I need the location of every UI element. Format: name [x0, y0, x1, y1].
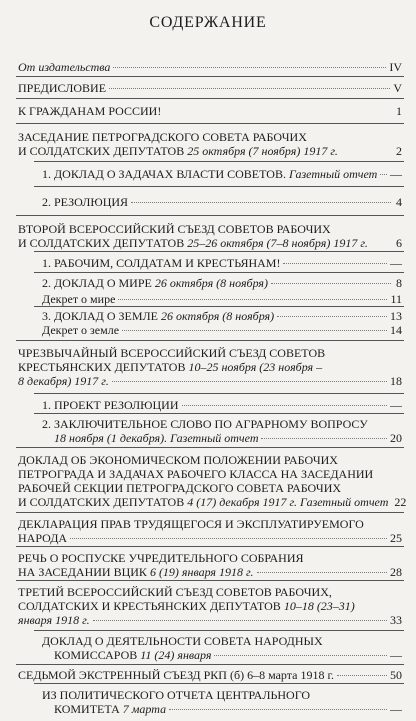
toc-entry-from-publisher[interactable]	[18, 60, 402, 74]
toc-entry-land-decree[interactable]	[42, 323, 402, 337]
page-number: 14	[390, 323, 402, 337]
entry-label: И СОЛДАТСКИХ ДЕПУТАТОВ	[18, 144, 185, 158]
divider	[34, 413, 404, 414]
entry-label: СЕДЬМОЙ ЭКСТРЕННЫЙ СЪЕЗД РКП (б)	[18, 668, 245, 682]
toc-entry-sovnarkom-report[interactable]	[42, 634, 402, 662]
toc-entry-economic-report[interactable]	[18, 453, 407, 509]
toc-entry-dissolution-speech[interactable]	[18, 551, 402, 579]
page-number: 22	[394, 495, 407, 509]
divider	[16, 664, 404, 665]
page-number: —	[390, 167, 402, 181]
page-number: 2	[396, 144, 402, 158]
entry-label: И СОЛДАТСКИХ ДЕПУТАТОВ	[18, 495, 185, 509]
toc-entry-second-congress[interactable]	[18, 222, 402, 250]
divider	[34, 306, 404, 307]
toc-entry-peace-report[interactable]	[42, 276, 402, 290]
page-number: V	[393, 81, 402, 95]
toc-entry-extraordinary-congress[interactable]	[18, 346, 402, 388]
page-number: 8	[396, 276, 402, 290]
page-number: 4	[396, 195, 402, 209]
entry-label: ТРЕТИЙ ВСЕРОССИЙСКИЙ СЪЕЗД СОВЕТОВ РАБОЧИХ,	[18, 585, 332, 599]
page-number: 11	[390, 292, 402, 306]
entry-label: ДОКЛАД ОБ ЭКОНОМИЧЕСКОМ ПОЛОЖЕНИИ РАБОЧИХ	[18, 453, 338, 467]
entry-label: К ГРАЖДАНАМ РОССИИ!	[18, 104, 162, 118]
page-number: 20	[390, 431, 402, 445]
entry-label: И СОЛДАТСКИХ ДЕПУТАТОВ	[18, 236, 185, 250]
entry-label: ИЗ ПОЛИТИЧЕСКОГО ОТЧЕТА ЦЕНТРАЛЬНОГО	[42, 688, 311, 702]
divider	[34, 161, 404, 162]
divider	[16, 123, 404, 124]
toc-entry-closing-speech[interactable]	[42, 417, 402, 445]
divider	[16, 98, 404, 99]
divider	[34, 272, 404, 273]
page-number: —	[390, 648, 402, 662]
entry-date: 25 октября (7 ноября) 1917 г.	[187, 144, 338, 158]
entry-label: 2. ДОКЛАД О МИРЕ	[42, 276, 152, 290]
toc-entry-third-congress[interactable]	[18, 585, 402, 627]
toc-entry-political-report[interactable]	[42, 688, 402, 716]
divider	[34, 186, 404, 187]
page-number: —	[390, 702, 402, 716]
page-number: 13	[390, 309, 402, 323]
entry-date: 25–26 октября (7–8 ноября) 1917 г.	[187, 236, 368, 250]
divider	[16, 580, 404, 581]
page-number: 1	[396, 104, 402, 118]
page-number: 28	[390, 565, 402, 579]
divider	[34, 393, 404, 394]
entry-label: ПРЕДИСЛОВИЕ	[18, 81, 107, 95]
page-number: 25	[390, 531, 402, 545]
entry-date: 4 (17) декабря 1917 г. Газетный отчет	[187, 495, 389, 509]
page-number: —	[390, 398, 402, 412]
entry-label: КОМИТЕТА	[54, 702, 120, 716]
entry-date: 26 октября (8 ноября)	[161, 309, 275, 323]
entry-label: КРЕСТЬЯНСКИХ ДЕПУТАТОВ	[18, 360, 186, 374]
entry-date: января 1918 г.	[18, 613, 90, 627]
entry-label: РАБОЧЕЙ СЕКЦИИ ПЕТРОГРАДСКОГО СОВЕТА РАБОЧИХ	[18, 481, 342, 495]
toc-entry-preface[interactable]	[18, 81, 402, 95]
entry-date: 10–25 ноября (23 ноября –	[188, 360, 323, 374]
toc-entry-report-power[interactable]	[42, 167, 402, 181]
page-number: —	[390, 256, 402, 270]
entry-date: 26 октября (8 ноября)	[154, 276, 268, 290]
toc-entry-citizens[interactable]	[18, 104, 402, 118]
page-number: 50	[390, 668, 402, 682]
toc-entry-land-report[interactable]	[42, 309, 402, 323]
entry-label: 1. РАБОЧИМ, СОЛДАТАМ И КРЕСТЬЯНАМ!	[42, 256, 281, 270]
divider	[16, 215, 404, 216]
entry-label: ДОКЛАД О ДЕЯТЕЛЬНОСТИ СОВЕТА НАРОДНЫХ	[42, 634, 323, 648]
entry-date: 18 ноября (1 декабря). Газетный отчет	[54, 431, 259, 445]
entry-label: ЗАСЕДАНИЕ ПЕТРОГРАДСКОГО СОВЕТА РАБОЧИХ	[18, 130, 307, 144]
entry-label: НАРОДА	[18, 531, 68, 545]
entry-date: 6–8 марта 1918 г.	[247, 668, 335, 682]
divider	[34, 683, 404, 684]
entry-label: ВТОРОЙ ВСЕРОССИЙСКИЙ СЪЕЗД СОВЕТОВ РАБОЧИХ	[18, 222, 331, 236]
entry-label: НА ЗАСЕДАНИИ ВЦИК	[18, 565, 147, 579]
divider	[16, 76, 404, 77]
toc-entry-resolution-1[interactable]	[42, 195, 402, 209]
page-number: 6	[396, 236, 402, 250]
toc-entry-workers-soldiers[interactable]	[42, 256, 402, 270]
entry-label: От издательства	[18, 60, 111, 74]
divider	[34, 251, 404, 252]
entry-label: Декрет о земле	[42, 323, 120, 337]
divider	[16, 447, 404, 448]
entry-label: 2. РЕЗОЛЮЦИЯ	[42, 195, 129, 209]
entry-date: 10–18 (23–31)	[283, 599, 355, 613]
entry-label: ЧРЕЗВЫЧАЙНЫЙ ВСЕРОССИЙСКИЙ СЪЕЗД СОВЕТОВ	[18, 346, 326, 360]
entry-label: ПЕТРОГРАДА И ЗАДАЧАХ РАБОЧЕГО КЛАССА НА ЗАСЕДАНИИ	[18, 467, 374, 481]
entry-label: ДЕКЛАРАЦИЯ ПРАВ ТРУДЯЩЕГОСЯ И ЭКСПЛУАТИРУЕМОГО	[18, 517, 364, 531]
toc-entry-petrograd-soviet[interactable]	[18, 130, 402, 158]
entry-label: 1. ДОКЛАД О ЗАДАЧАХ ВЛАСТИ СОВЕТОВ.	[42, 167, 286, 181]
divider	[16, 546, 404, 547]
entry-label: РЕЧЬ О РОСПУСКЕ УЧРЕДИТЕЛЬНОГО СОБРАНИЯ	[18, 551, 304, 565]
toc-entry-peace-decree[interactable]	[42, 292, 402, 306]
entry-date: 11 (24) января	[140, 648, 212, 662]
entry-label: 3. ДОКЛАД О ЗЕМЛЕ	[42, 309, 158, 323]
entry-date: 7 марта	[122, 702, 167, 716]
toc-entry-declaration[interactable]	[18, 517, 402, 545]
entry-label: СОЛДАТСКИХ И КРЕСТЬЯНСКИХ ДЕПУТАТОВ	[18, 599, 281, 613]
page-number: 18	[390, 374, 402, 388]
divider	[34, 630, 404, 631]
entry-date: 6 (19) января 1918 г.	[149, 565, 254, 579]
divider	[16, 512, 404, 513]
divider	[16, 340, 404, 341]
toc-entry-draft-resolution[interactable]	[42, 398, 402, 412]
entry-label: 2. ЗАКЛЮЧИТЕЛЬНОЕ СЛОВО ПО АГРАРНОМУ ВОПРОСУ	[42, 417, 368, 431]
entry-label: КОМИССАРОВ	[54, 648, 138, 662]
page-title: СОДЕРЖАНИЕ	[149, 14, 267, 31]
toc-entry-seventh-congress[interactable]	[18, 668, 402, 682]
entry-note: Газетный отчет	[288, 167, 378, 181]
page-number: 33	[390, 613, 402, 627]
page-number: IV	[389, 60, 402, 74]
entry-date: 8 декабря) 1917 г.	[18, 374, 109, 388]
entry-label: 1. ПРОЕКТ РЕЗОЛЮЦИИ	[42, 398, 179, 412]
entry-label: Декрет о мире	[42, 292, 116, 306]
